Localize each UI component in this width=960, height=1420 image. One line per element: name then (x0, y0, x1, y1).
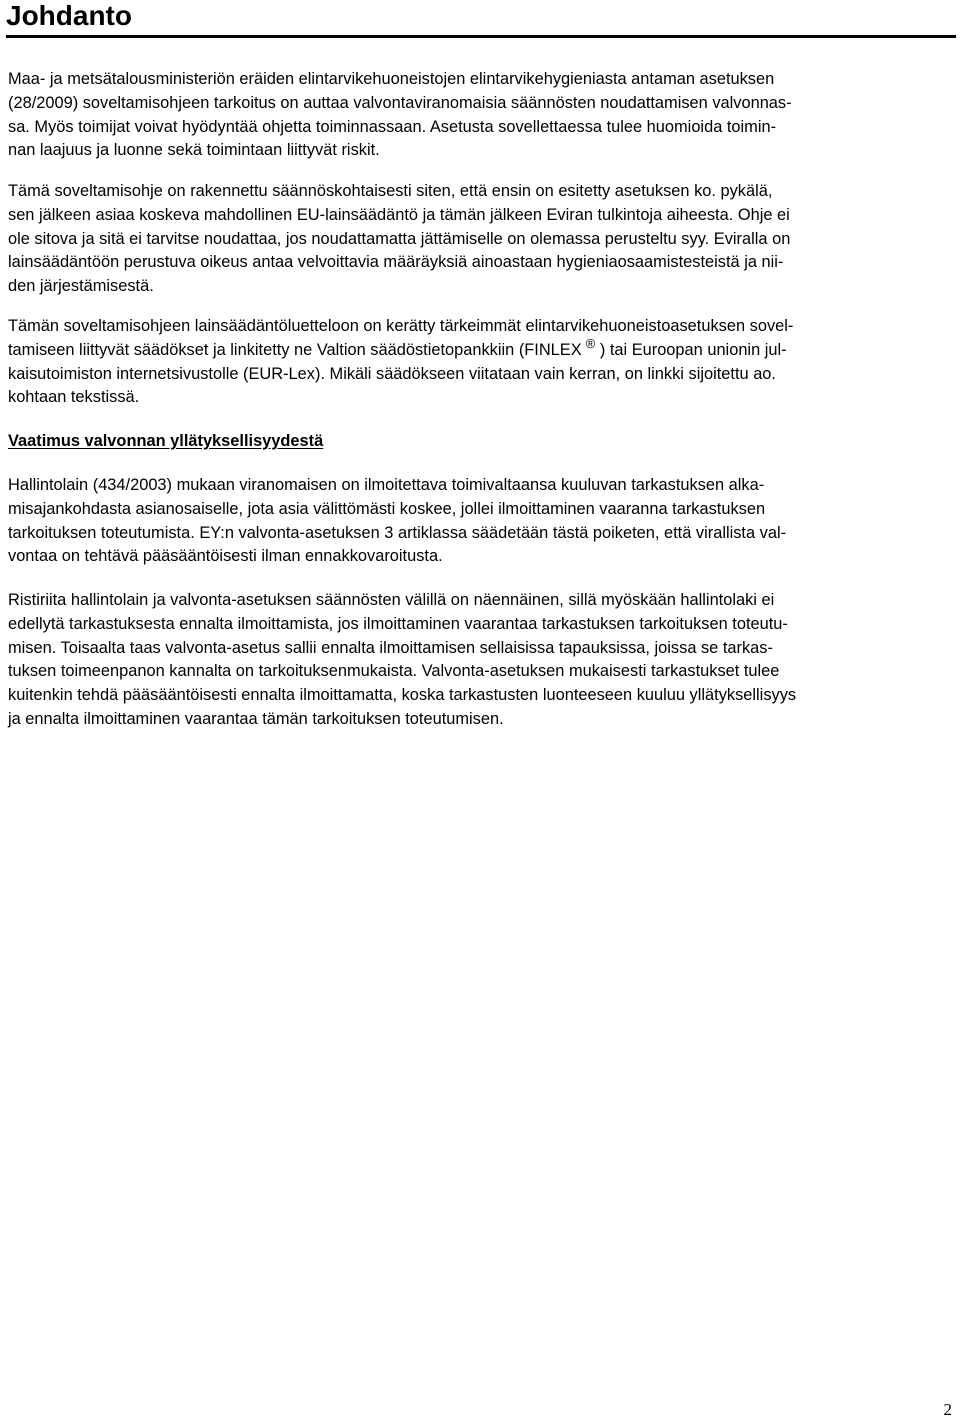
text-line: kuitenkin tehdä pääsääntöisesti ennalta ilmoittamatta, koska tarkastusten luonteeseen kuuluu yllätyksellisyys (8, 686, 797, 705)
text-segment: tamiseen liittyvät säädökset ja linkitetty ne Valtion säädöstietopankkiin (FINLEX (8, 340, 582, 359)
text-line: ja ennalta ilmoittaminen vaarantaa tämän tarkoituksen toteutumisen. (8, 709, 504, 728)
text-line: Tämän soveltamisohjeen lainsäädäntöluetteloon on kerätty tärkeimmät elintarvikehuoneistoasetuksen sovel- (8, 317, 794, 335)
text-line: Maa- ja metsätalousministeriön eräiden elintarvikehuoneistojen elintarvikehygieniasta antaman asetuksen (8, 70, 775, 88)
structure-paragraph (8, 180, 953, 299)
text-line: lainsäädäntöön perustuva oikeus antaa velvoittavia määräyksiä ainoastaan hygieniaosaamistesteistä ja nii- (8, 253, 784, 272)
text-line: kaisutoimiston internetsivustolle (EUR-Lex). Mikäli säädökseen viitataan vain kerran, on linkki sijoitettu ao. (8, 364, 776, 383)
text-line: sen jälkeen asiaa koskeva mahdollinen EU-lainsäädäntö ja tämän jälkeen Eviran tulkintoja aiheesta. Ohje ei (8, 205, 790, 224)
text-line: kohtaan tekstissä. (8, 388, 140, 407)
text-line: misen. Toisaalta taas valvonta-asetus sallii ennalta ilmoittamisen sellaisissa tapauksissa, joissa se tarkas- (8, 638, 773, 657)
text-line: vontaa on tehtävä pääsääntöisesti ilman ennakkovaroitusta. (8, 547, 443, 566)
registered-mark: ® (585, 335, 596, 351)
text-line: (28/2009) soveltamisohjeen tarkoitus on auttaa valvontaviranomaisia säännösten noudattamisen valvonnas- (8, 93, 792, 112)
section-heading: Vaatimus valvonnan yllätyksellisyydestä (8, 432, 324, 450)
chapter-title: Johdanto (6, 0, 132, 31)
text-line: Hallintolain (434/2003) mukaan viranomaisen on ilmoitettava toimivaltaansa kuuluvan tarkastuksen alka- (8, 476, 765, 494)
text-segment: ) tai Euroopan unionin jul- (599, 340, 787, 359)
text-line: ole sitova ja sitä ei tarvitse noudattaa, jos noudattamatta jättämiselle on olemassa perusteltu syy. Eviralla on (8, 229, 791, 248)
text-line (8, 335, 953, 363)
text-line: tarkoituksen toteutumista. EY:n valvonta-asetuksen 3 artiklassa säädetään tästä poiketen, että virallista val- (8, 523, 787, 542)
text-line: Ristiriita hallintolain ja valvonta-asetuksen säännösten välillä on näennäinen, sillä myöskään hallintolaki ei (8, 591, 775, 609)
intro-paragraph (8, 68, 953, 163)
text-line: misajankohdasta asianosaiselle, jota asia välittömästi koskee, jollei ilmoittaminen vaaranna tarkastuksen (8, 499, 766, 518)
text-line: tuksen toimeenpanon kannalta on tarkoituksenmukaista. Valvonta-asetuksen mukaisesti tarkastukset tulee (8, 662, 780, 681)
legislation-paragraph (8, 315, 953, 410)
text-line: nan laajuus ja luonne sekä toimintaan liittyvät riskit. (8, 141, 380, 160)
page-number: 2 (943, 1400, 952, 1419)
text-line: sa. Myös toimijat voivat hyödyntää ohjetta toiminnassaan. Asetusta sovellettaessa tulee huomioida toimin- (8, 117, 777, 136)
text-line: den järjestämisestä. (8, 277, 154, 296)
title-divider (6, 35, 956, 38)
contradiction-paragraph (8, 589, 953, 732)
text-line: Tämä soveltamisohje on rakennettu säännöskohtaisesti siten, että ensin on esitetty asetuksen ko. pykälä, (8, 182, 773, 200)
text-line: edellytä tarkastuksesta ennalta ilmoittamista, jos ilmoittaminen vaarantaa tarkastuksen tarkoituksen toteutu- (8, 614, 788, 633)
administrative-law-paragraph (8, 474, 953, 569)
